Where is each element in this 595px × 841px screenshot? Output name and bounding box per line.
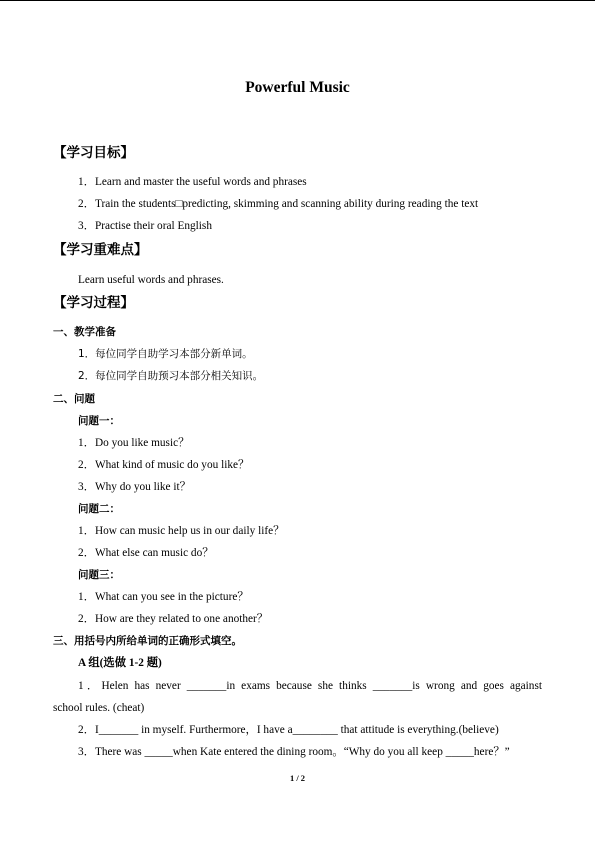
- part1-heading: 一、教学准备: [53, 326, 116, 338]
- group-a-heading: A 组(选做 1-2 题): [78, 657, 162, 669]
- exercise-2: 2．I_______ in myself. Furthermore，I have a________ that attitude is everything.(believe): [78, 724, 499, 736]
- question-group-1-heading: 问题一：: [78, 415, 120, 427]
- part1-item: 2．每位同学自助预习本部分相关知识。: [78, 370, 264, 382]
- document-title: Powerful Music: [245, 79, 350, 96]
- question-item: 1．How can music help us in our daily life？: [78, 525, 285, 537]
- page-number: 1 / 2: [289, 773, 306, 783]
- keypoints-text: Learn useful words and phrases.: [78, 274, 224, 286]
- question-group-2-heading: 问题二：: [78, 503, 120, 515]
- part2-heading: 二、问题: [53, 393, 95, 405]
- header-rule: [0, 0, 595, 1]
- part1-item: 1．每位同学自助学习本部分新单词。: [78, 348, 253, 360]
- exercise-1-line-1: 1．Helen has never _______in exams because she thinks _______is wrong and goes against: [78, 680, 542, 692]
- section-objectives-heading: 【学习目标】: [53, 145, 134, 161]
- question-item: 2．How are they related to one another？: [78, 613, 269, 625]
- question-item: 1．Do you like music？: [78, 437, 190, 449]
- objective-item: 3．Practise their oral English: [78, 220, 212, 232]
- objective-item: 1．Learn and master the useful words and phrases: [78, 176, 307, 188]
- objective-item: 2．Train the students□predicting, skimming and scanning ability during reading the text: [78, 198, 479, 210]
- exercise-3: 3．There was _____when Kate entered the dining room。“Why do you all keep _____here？”: [78, 746, 510, 758]
- section-keypoints-heading: 【学习重难点】: [53, 242, 148, 258]
- question-group-3-heading: 问题三：: [78, 569, 120, 581]
- section-process-heading: 【学习过程】: [53, 295, 134, 311]
- question-item: 2．What else can music do？: [78, 547, 214, 559]
- question-item: 2．What kind of music do you like？: [78, 459, 250, 471]
- part3-heading: 三、用括号内所给单词的正确形式填空。: [53, 635, 242, 647]
- exercise-1-line-2: school rules. (cheat): [53, 702, 145, 714]
- question-item: 3．Why do you like it？: [78, 481, 191, 493]
- question-item: 1．What can you see in the picture？: [78, 591, 249, 603]
